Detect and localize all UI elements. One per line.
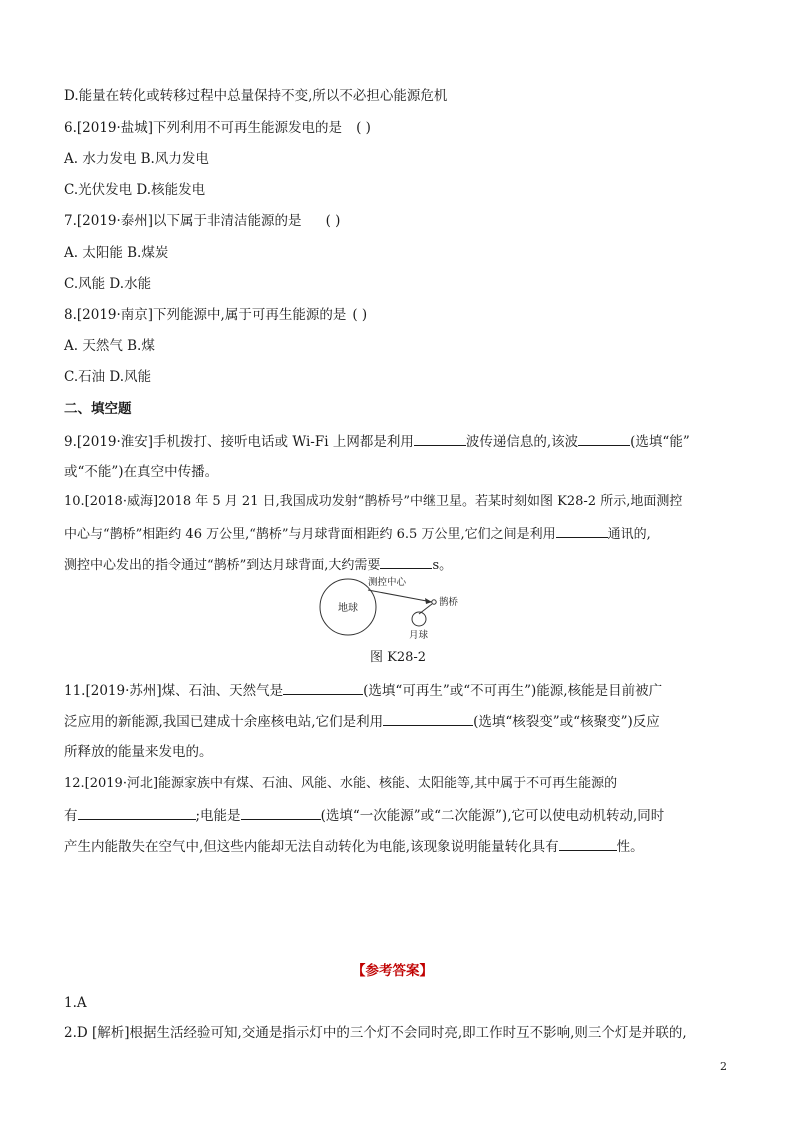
answer-2: 2.D [解析]根据生活经验可知,交通是指示灯中的三个灯不会同时亮,即工作时互不影响,则三个灯是并联的, [64, 1025, 687, 1041]
question-12-line-2 [64, 805, 664, 826]
relay-label: 鹊桥 [439, 597, 459, 608]
q11-text-2a: 泛应用的新能源,我国已建成十余座核电站,它们是利用 [64, 714, 384, 730]
q10-text-3a: 测控中心发出的指令通过“鹊桥”到达月球背面,大约需要 [64, 558, 381, 573]
q7-options-ab: A. 太阳能 B.煤炭 [64, 245, 169, 261]
q7-answer-paren: ( ) [325, 213, 341, 229]
q9-text-3: (选填“能” [630, 434, 690, 450]
question-10-line-3 [64, 554, 452, 576]
q9-blank-1[interactable] [414, 431, 466, 446]
q9-line-2: 或“不能”)在真空中传播。 [64, 464, 219, 480]
q11-blank-2[interactable] [383, 711, 473, 726]
q9-text-1: 9.[2019·淮安]手机拨打、接听电话或 Wi-Fi 上网都是利用 [64, 434, 414, 450]
q11-text-1a: 11.[2019·苏州]煤、石油、天然气是 [64, 683, 284, 699]
moon-circle [412, 612, 426, 626]
q12-text-2c: (选填“一次能源”或“二次能源”),它可以使电动机转动,同时 [320, 808, 665, 824]
q10-text-2b: 通讯的, [607, 527, 651, 542]
q6-options-ab: A. 水力发电 B.风力发电 [64, 151, 209, 167]
q6-options-cd: C.光伏发电 D.核能发电 [64, 182, 206, 198]
q11-text-2b: (选填“核裂变”或“核聚变”)反应 [473, 714, 660, 730]
q10-text-3b: s。 [432, 558, 453, 573]
q8-options-ab: A. 天然气 B.煤 [64, 338, 155, 354]
earth-moon-relay-diagram [318, 576, 478, 646]
q12-line-1: 12.[2019·河北]能源家族中有煤、石油、风能、水能、核能、太阳能等,其中属于不可再生能源的 [64, 776, 618, 791]
answer-1: 1.A [64, 995, 87, 1011]
q9-blank-2[interactable] [578, 431, 630, 446]
answers-title: 【参考答案】 [352, 963, 433, 979]
question-8 [64, 305, 367, 325]
question-6 [64, 118, 371, 138]
question-9-line-1 [64, 431, 690, 452]
question-10-line-2 [64, 523, 651, 545]
moon-label: 月球 [409, 630, 429, 641]
page-number: 2 [720, 1060, 727, 1073]
q10-line-1: 10.[2018·威海]2018 年 5 月 21 日,我国成功发射“鹊桥号”中继卫星。若某时刻如图 K28-2 所示,地面测控 [64, 494, 683, 509]
q5-option-d: D.能量在转化或转移过程中总量保持不变,所以不必担心能源危机 [64, 88, 448, 104]
q12-text-2a: 有 [64, 808, 78, 824]
q12-blank-2[interactable] [241, 805, 321, 820]
q12-blank-1[interactable] [78, 805, 196, 820]
q7-options-cd: C.风能 D.水能 [64, 276, 152, 292]
q10-blank-2[interactable] [380, 554, 432, 569]
signal-line [368, 590, 432, 602]
q8-options-cd: C.石油 D.风能 [64, 369, 152, 385]
q11-blank-1[interactable] [283, 680, 363, 695]
question-12-line-3 [64, 836, 644, 857]
q12-text-2b: ;电能是 [195, 808, 241, 824]
figure-k28-2 [318, 576, 478, 646]
q11-text-1b: (选填“可再生”或“不可再生”)能源,核能是目前被广 [363, 683, 663, 699]
section-heading-fill-in: 二、填空题 [64, 401, 132, 417]
q12-text-3a: 产生内能散失在空气中,但这些内能却无法自动转化为电能,该现象说明能量转化具有 [64, 839, 559, 855]
q11-line-3: 所释放的能量来发电的。 [64, 744, 213, 760]
q10-text-2a: 中心与“鹊桥”相距约 46 万公里,“鹊桥”与月球背面相距约 6.5 万公里,它们之间是利用 [64, 527, 556, 542]
question-11-line-2 [64, 711, 660, 732]
relay-satellite [432, 600, 436, 604]
earth-label: 地球 [338, 603, 358, 614]
q12-blank-3[interactable] [559, 836, 617, 851]
q7-stem: 7.[2019·泰州]以下属于非清洁能源的是 [64, 213, 302, 229]
figure-caption: 图 K28-2 [370, 650, 427, 665]
q6-stem: 6.[2019·盐城]下列利用不可再生能源发电的是 [64, 120, 343, 136]
question-11-line-1 [64, 680, 662, 701]
q10-blank-1[interactable] [556, 523, 608, 538]
control-center-label: 测控中心 [368, 577, 407, 588]
q12-text-3b: 性。 [616, 839, 644, 855]
question-7 [64, 211, 340, 231]
q8-answer-paren: ( ) [352, 307, 368, 323]
q8-stem: 8.[2019·南京]下列能源中,属于可再生能源的是 [64, 307, 347, 323]
q9-text-2: 波传递信息的,该波 [465, 434, 579, 450]
signal-arrowhead [425, 598, 432, 604]
q6-answer-paren: ( ) [356, 120, 371, 136]
